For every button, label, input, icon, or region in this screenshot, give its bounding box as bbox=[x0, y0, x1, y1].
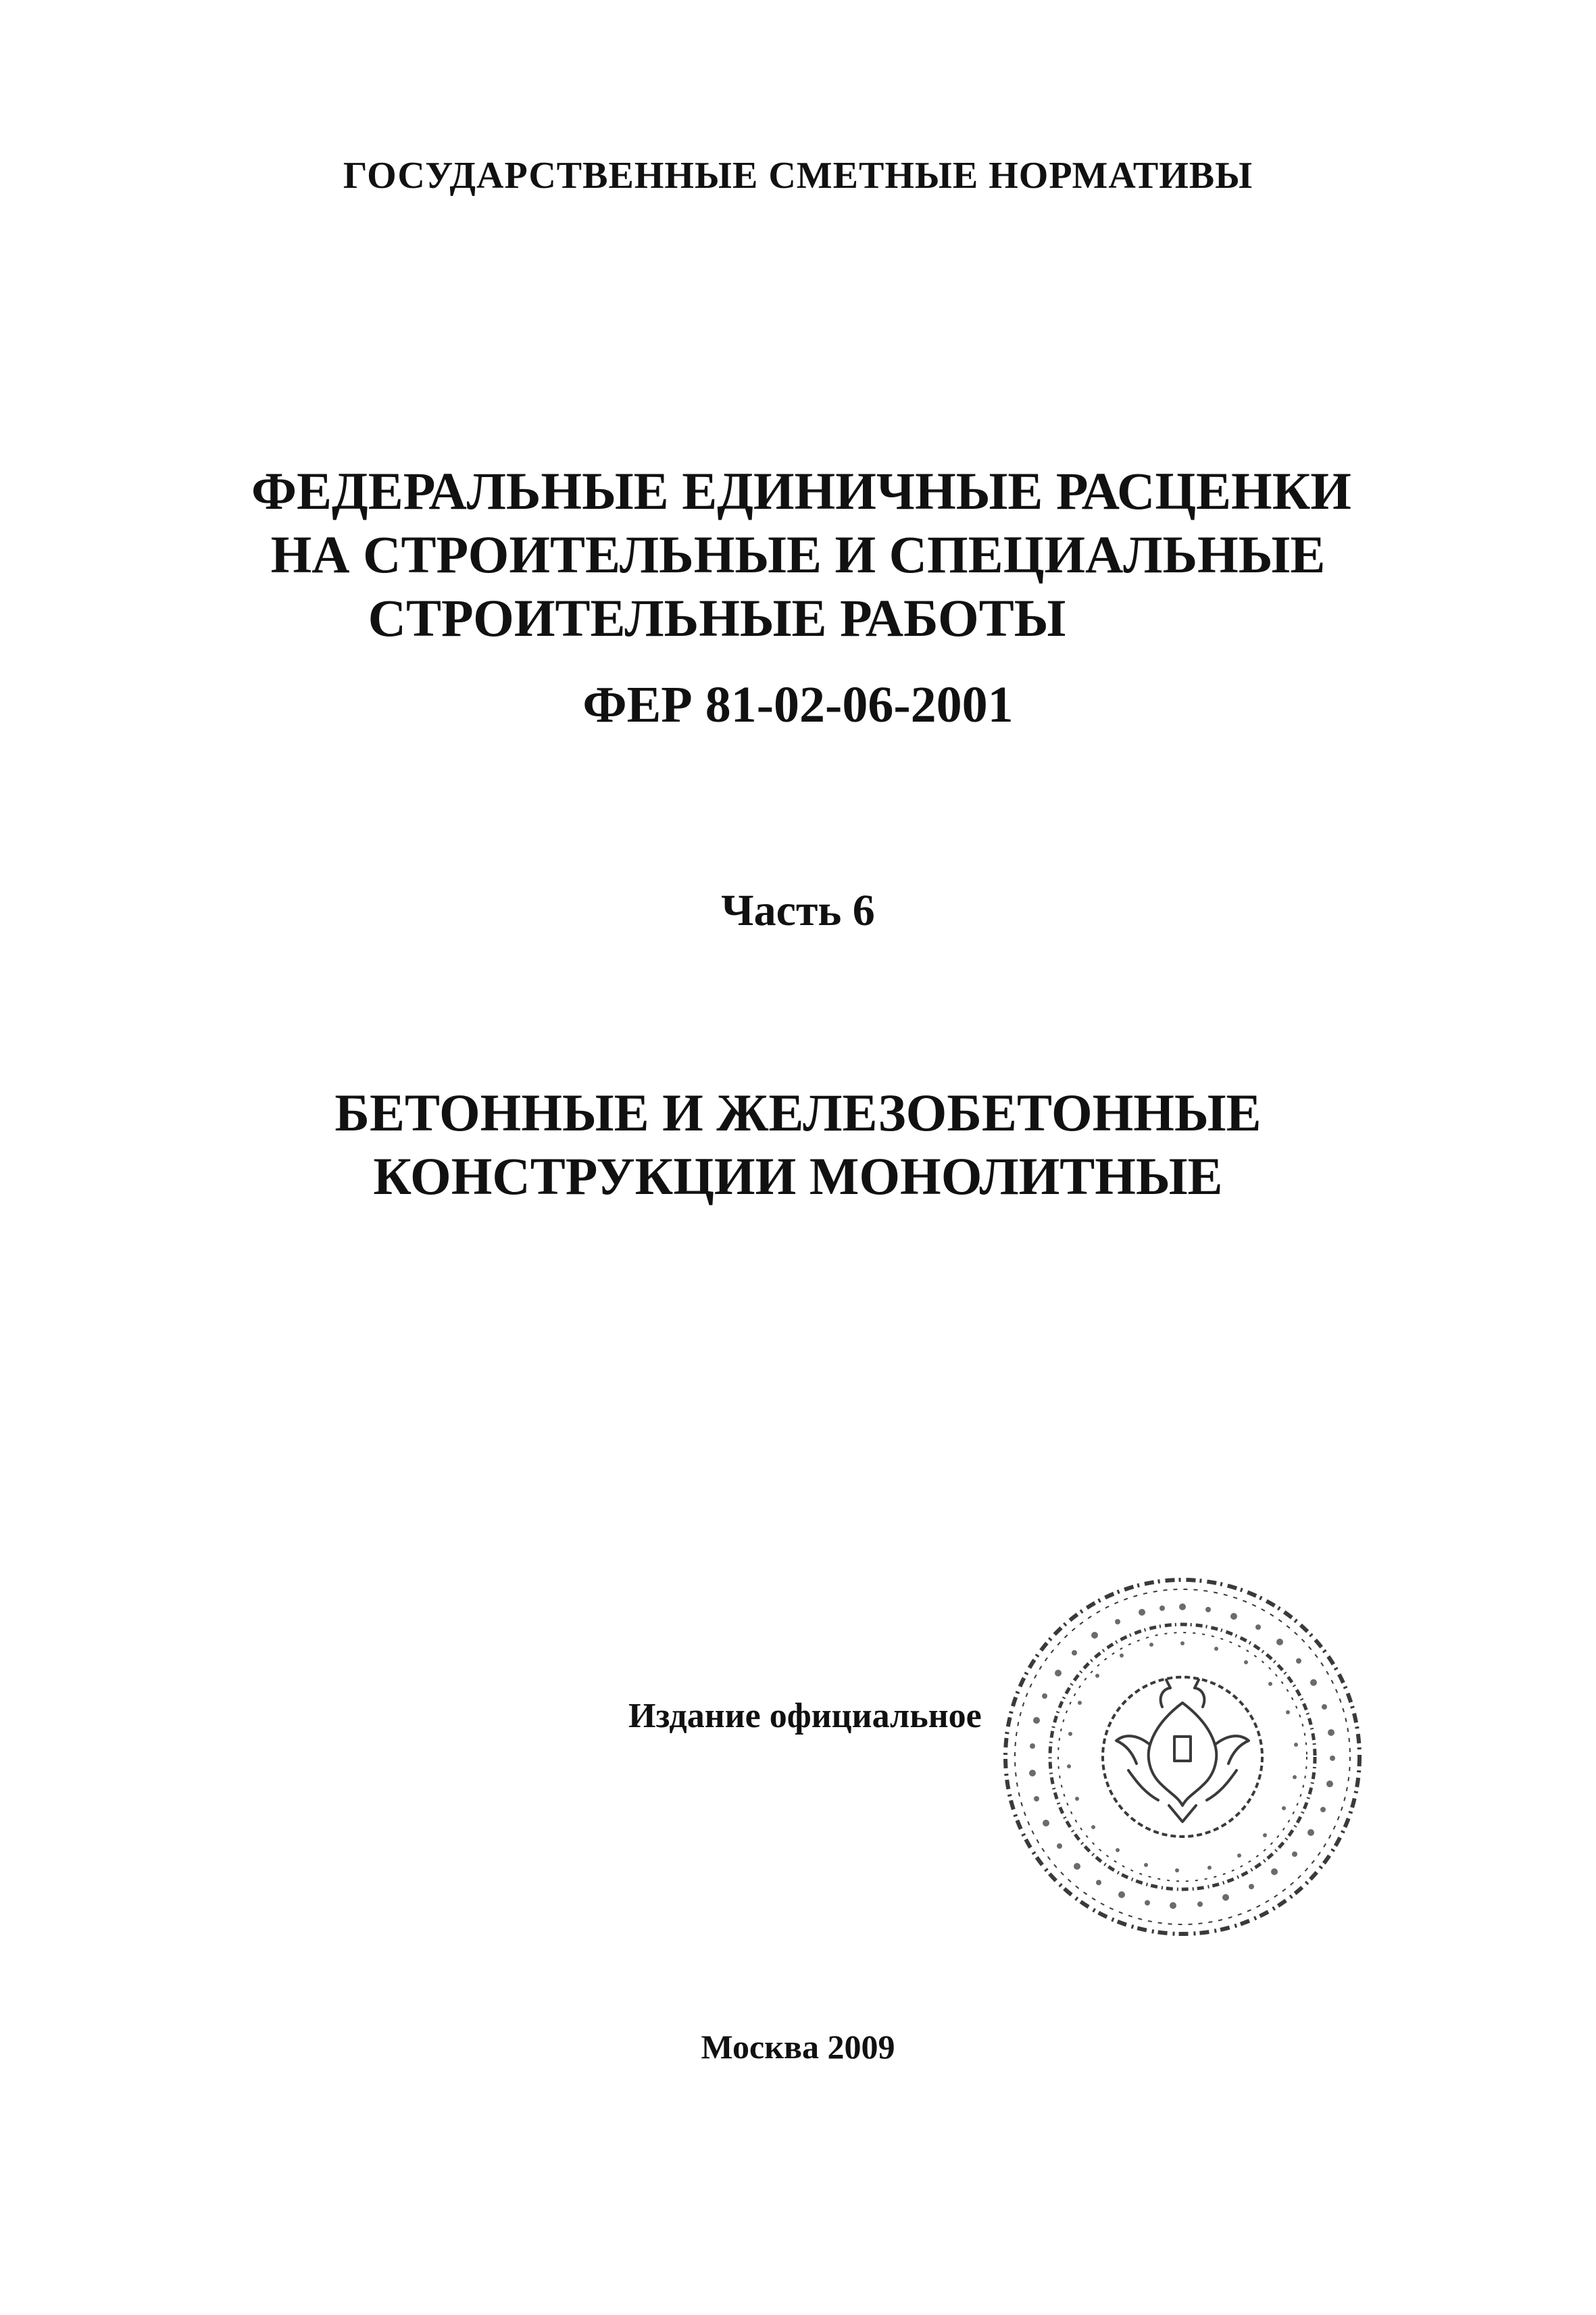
document-title bbox=[0, 459, 1596, 650]
document-footer: Москва 2009 bbox=[701, 2028, 895, 2066]
document-part: Часть 6 bbox=[721, 886, 875, 935]
title-line-1: ФЕДЕРАЛЬНЫЕ ЕДИНИЧНЫЕ РАСЦЕНКИ bbox=[251, 462, 1351, 520]
official-round-seal-icon bbox=[993, 1568, 1372, 1946]
subject-line-1: БЕТОННЫЕ И ЖЕЛЕЗОБЕТОННЫЕ bbox=[334, 1083, 1262, 1142]
subject-line-2: КОНСТРУКЦИИ МОНОЛИТНЫЕ bbox=[373, 1147, 1223, 1205]
title-line-3: СТРОИТЕЛЬНЫЕ РАБОТЫ bbox=[368, 589, 1066, 647]
edition-label: Издание официальное bbox=[628, 1697, 982, 1735]
title-line-2: НА СТРОИТЕЛЬНЫЕ И СПЕЦИАЛЬНЫЕ bbox=[270, 525, 1326, 584]
document-header: ГОСУДАРСТВЕННЫЕ СМЕТНЫЕ НОРМАТИВЫ bbox=[343, 155, 1253, 197]
document-subject bbox=[0, 1081, 1596, 1208]
document-code: ФЕР 81-02-06-2001 bbox=[582, 676, 1014, 733]
